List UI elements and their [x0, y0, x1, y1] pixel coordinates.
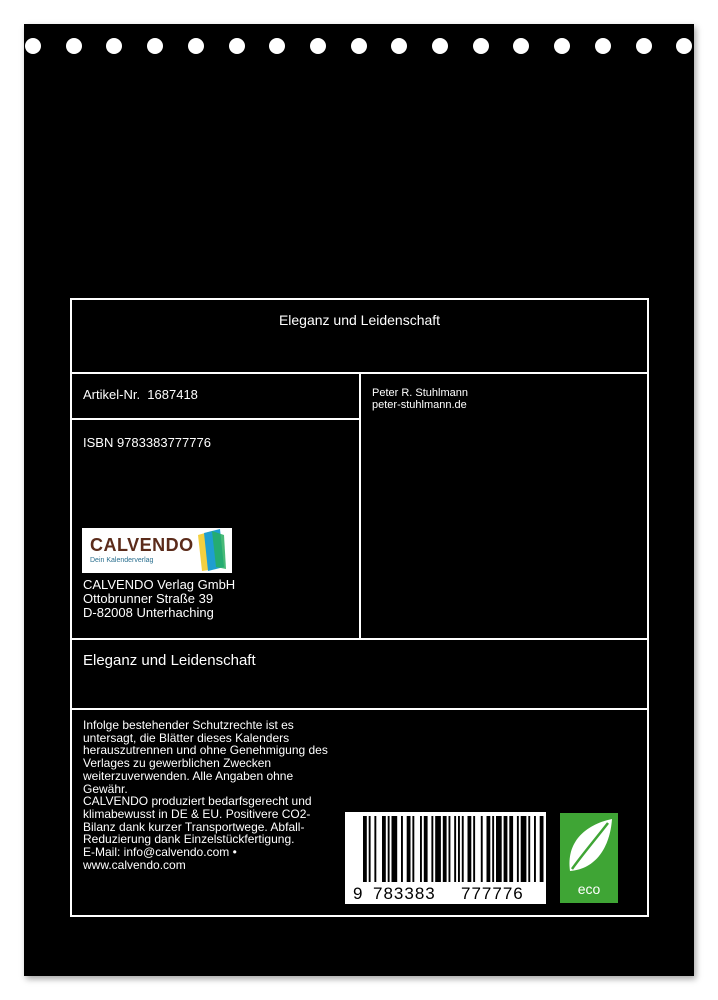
legal-notice [83, 719, 353, 871]
binding-hole [147, 38, 163, 54]
barcode-bar [517, 816, 519, 882]
barcode [345, 812, 546, 904]
binding-hole [351, 38, 367, 54]
barcode-bar [521, 816, 527, 882]
barcode-bar [388, 816, 390, 882]
barcode-bar [392, 816, 398, 882]
subtitle-panel [70, 638, 649, 710]
barcode-bar [454, 816, 456, 882]
barcode-bar [458, 816, 460, 882]
barcode-bar [431, 816, 433, 882]
barcode-bar [492, 816, 494, 882]
binding-hole [66, 38, 82, 54]
barcode-bar [374, 816, 376, 882]
binding-hole [554, 38, 570, 54]
legal-line: Bilanz dank kurzer Transportwege. Abfall- [83, 819, 305, 834]
barcode-bar [424, 816, 428, 882]
legal-line: Infolge bestehender Schutzrechte ist es [83, 718, 294, 732]
publisher-address-line2: Ottobrunner Straße 39 [83, 591, 214, 606]
legal-line: klimabewusst in DE & EU. Positivere CO2- [83, 806, 311, 821]
legal-line: www.calvendo.com [83, 857, 186, 872]
binding-hole [269, 38, 285, 54]
isbn-text: ISBN 9783383777776 [83, 435, 211, 450]
binding-hole [106, 38, 122, 54]
binding-hole [25, 38, 41, 54]
legal-line: weiterzuverwenden. Alle Angaben ohne [83, 768, 294, 783]
barcode-bar [509, 816, 513, 882]
barcode-first-digit: 9 [353, 884, 363, 903]
barcode-bar [449, 816, 451, 882]
barcode-bar [487, 816, 491, 882]
binding-hole [229, 38, 245, 54]
legal-line: Reduzierung dank Einzelstückfertigung. [83, 832, 295, 847]
logo-wordmark: CALVENDO [90, 535, 194, 555]
legal-line: E-Mail: info@calvendo.com • [83, 845, 237, 860]
barcode-bar [363, 816, 367, 882]
binding-hole [310, 38, 326, 54]
legal-line: Gewähr. [83, 781, 128, 796]
barcode-group2: 777776 [461, 884, 524, 903]
calendar-page-icon [192, 529, 228, 573]
logo-tagline: Dein Kalenderverlag [90, 557, 154, 564]
binding-hole [391, 38, 407, 54]
barcode-bar [540, 816, 544, 882]
legal-line: untersagt, die Blätter dieses Kalenders [83, 730, 290, 745]
binding-hole [513, 38, 529, 54]
leaf-icon [560, 813, 618, 883]
binding-hole [676, 38, 692, 54]
eco-badge [560, 813, 618, 903]
calendar-title: Eleganz und Leidenschaft [278, 312, 441, 328]
barcode-group1: 783383 [373, 884, 436, 903]
barcode-bar [412, 816, 414, 882]
article-label: Artikel-Nr. [83, 387, 141, 402]
barcode-bar [481, 816, 483, 882]
article-number: 1687418 [147, 387, 198, 402]
barcode-bar [401, 816, 403, 882]
barcode-bar [382, 816, 386, 882]
article-number-label [83, 388, 198, 402]
barcode-bar [443, 816, 447, 882]
binding-hole [432, 38, 448, 54]
publisher-address-line1: CALVENDO Verlag GmbH [83, 577, 236, 592]
barcode-bar [528, 816, 530, 882]
barcode-bar [420, 816, 422, 882]
barcode-bar [468, 816, 472, 882]
author-website: peter-stuhlmann.de [372, 399, 467, 411]
calvendo-logo [82, 528, 232, 573]
title-panel [70, 298, 649, 374]
eco-label: eco [577, 881, 601, 897]
subtitle-title: Eleganz und Leidenschaft [83, 652, 256, 669]
barcode-bar [473, 816, 475, 882]
barcode-bar [435, 816, 441, 882]
barcode-bar [369, 816, 371, 882]
barcode-bar [407, 816, 411, 882]
legal-line: CALVENDO produziert bedarfsgerecht und [83, 794, 312, 809]
barcode-bar [534, 816, 536, 882]
publisher-address-line3: D-82008 Unterhaching [83, 605, 214, 620]
legal-line: herauszutrennen und ohne Genehmigung des [83, 743, 328, 758]
binding-hole [595, 38, 611, 54]
binding-hole [473, 38, 489, 54]
barcode-bar [504, 816, 508, 882]
author-panel [359, 372, 649, 640]
spiral-binding-holes [0, 38, 718, 58]
barcode-bar [496, 816, 502, 882]
barcode-bar [462, 816, 464, 882]
legal-line: Verlages zu gewerblichen Zwecken [83, 756, 272, 771]
binding-hole [188, 38, 204, 54]
author-name: Peter R. Stuhlmann [372, 387, 468, 399]
binding-hole [636, 38, 652, 54]
